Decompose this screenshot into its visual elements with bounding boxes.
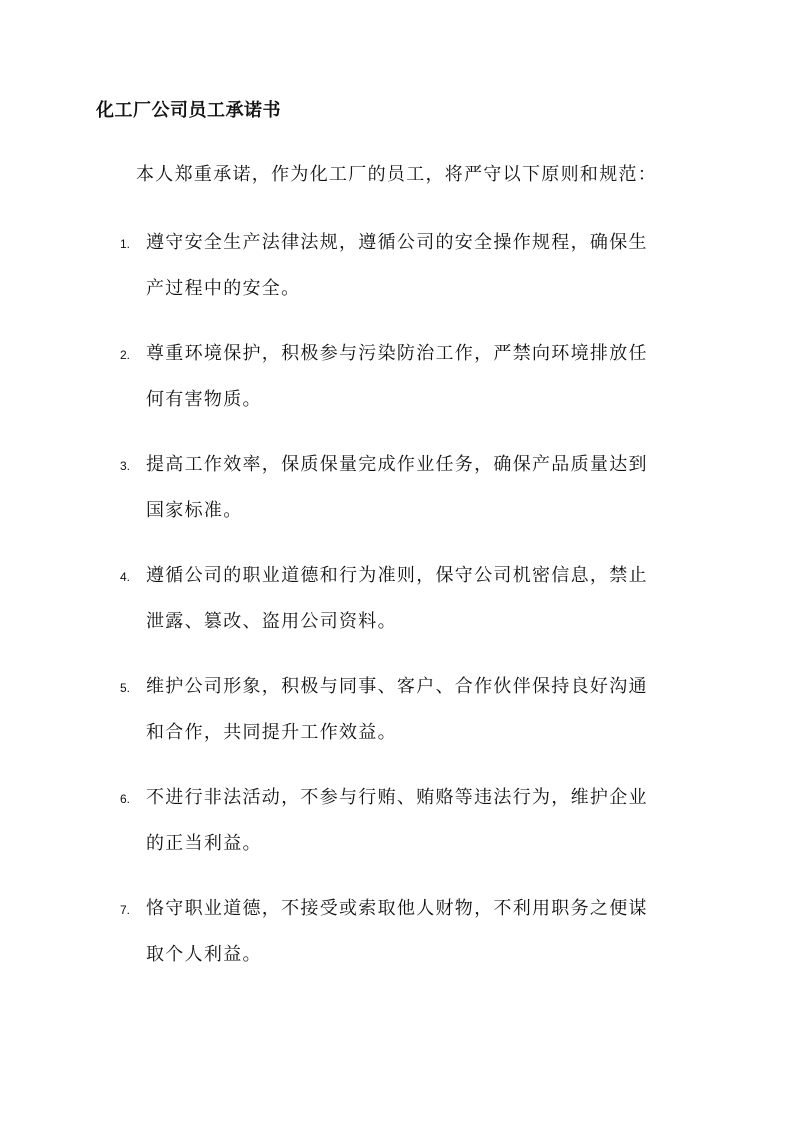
intro-paragraph: 本人郑重承诺，作为化工厂的员工，将严守以下原则和规范： — [136, 164, 658, 185]
document-title: 化工厂公司员工承诺书 — [96, 100, 281, 121]
list-item-text-line: 恪守职业道德，不接受或索取他人财物，不利用职务之便谋 — [146, 898, 648, 919]
list-item-number: 3. — [120, 459, 131, 473]
list-item-number: 7. — [120, 903, 131, 917]
list-item-number: 1. — [120, 237, 131, 251]
list-item-number: 4. — [120, 570, 131, 584]
list-item-text-line: 的正当利益。 — [146, 833, 262, 854]
list-item-number: 2. — [120, 348, 131, 362]
list-item-text-line: 不进行非法活动，不参与行贿、贿赂等违法行为，维护企业 — [146, 787, 648, 808]
list-item-text-line: 取个人利益。 — [146, 944, 262, 965]
list-item-number: 5. — [120, 681, 131, 695]
list-item-text-line: 和合作，共同提升工作效益。 — [146, 722, 397, 743]
list-item-text-line: 提高工作效率，保质保量完成作业任务，确保产品质量达到 — [146, 454, 648, 475]
list-item-text-line: 维护公司形象，积极与同事、客户、合作伙伴保持良好沟通 — [146, 676, 648, 697]
list-item-number: 6. — [120, 792, 131, 806]
list-item-text-line: 国家标准。 — [146, 500, 243, 521]
list-item-text-line: 尊重环境保护，积极参与污染防治工作，严禁向环境排放任 — [146, 343, 648, 364]
list-item-text-line: 产过程中的安全。 — [146, 278, 301, 299]
list-item-text-line: 遵守安全生产法律法规，遵循公司的安全操作规程，确保生 — [146, 232, 648, 253]
list-item-text-line: 何有害物质。 — [146, 389, 262, 410]
list-item-text-line: 遵循公司的职业道德和行为准则，保守公司机密信息，禁止 — [146, 565, 648, 586]
list-item-text-line: 泄露、篡改、盗用公司资料。 — [146, 611, 397, 632]
